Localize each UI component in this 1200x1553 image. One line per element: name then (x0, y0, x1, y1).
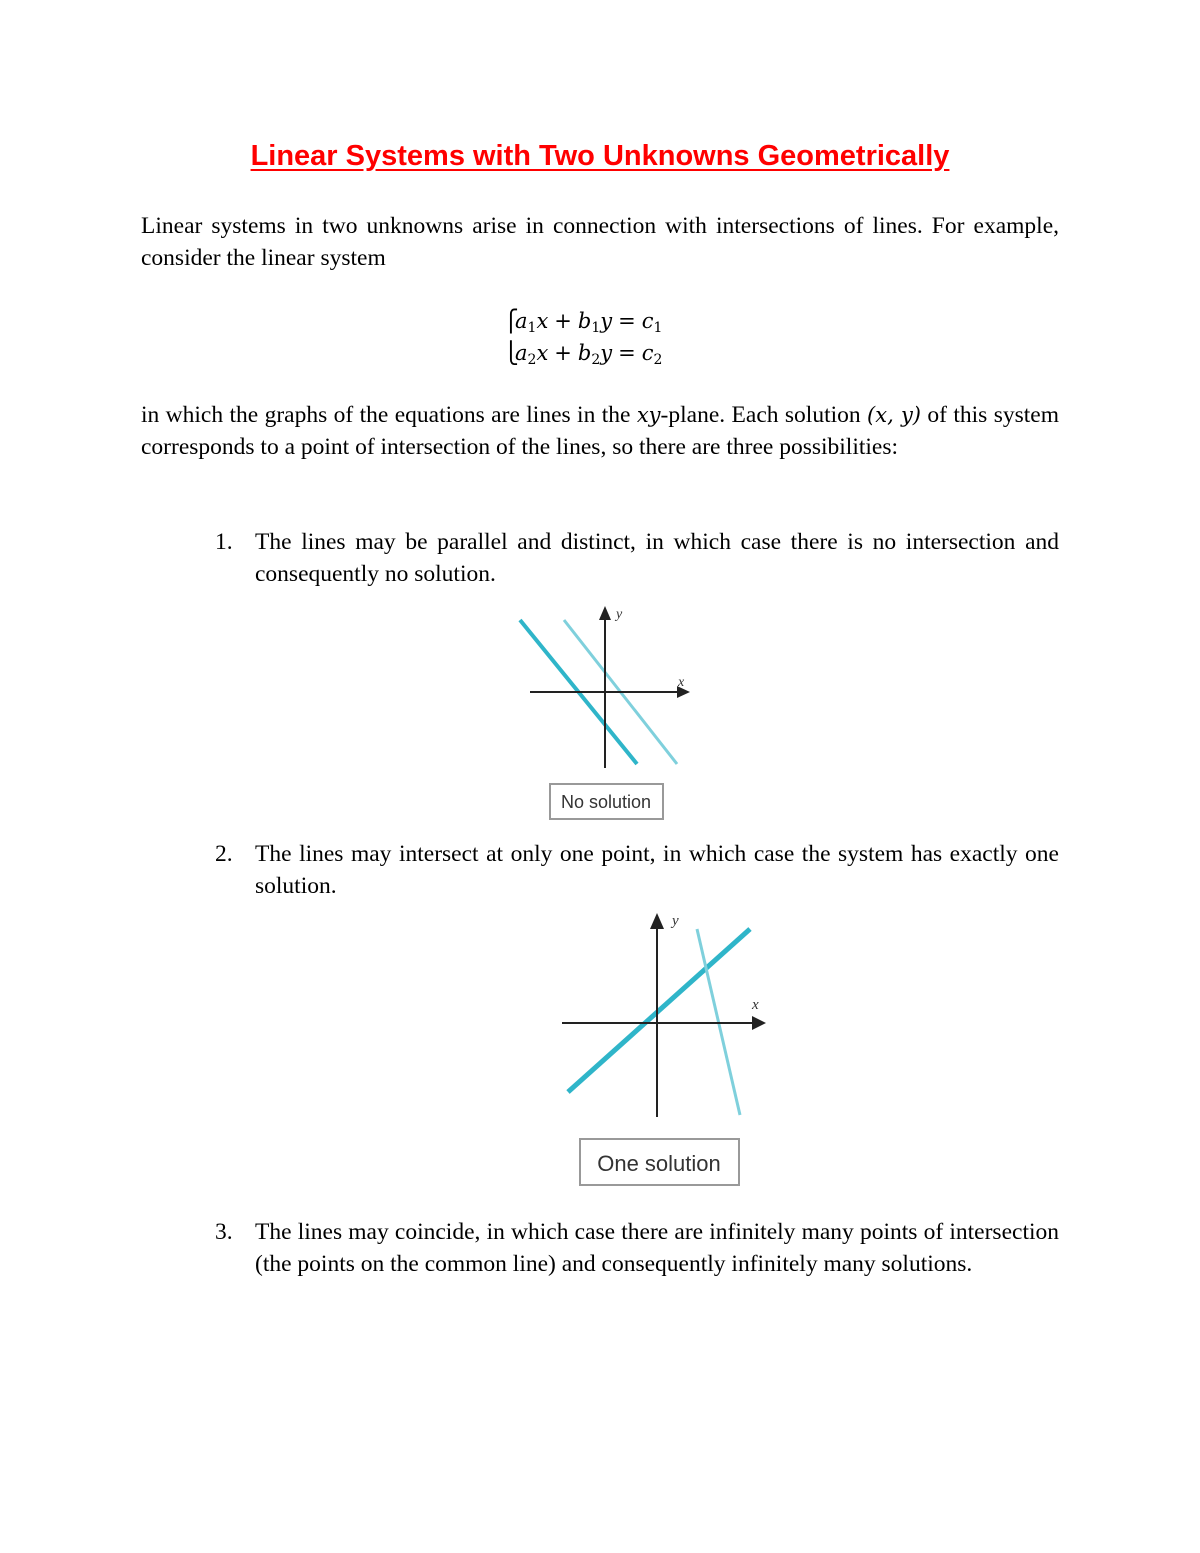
equation-1: $⎧a_1x + b_1y = c_1$ (503, 305, 662, 337)
list-item: 3. The lines may coincide, in which case there are infinitely many points of intersection (the points on the common line) and consequently infinitely many solutions. (215, 1219, 1059, 1277)
one-solution-figure (550, 905, 790, 1205)
caption-no-solution: No solution (560, 792, 652, 812)
page-title: Linear Systems with Two Unknowns Geometrically (250, 140, 950, 172)
brace-bottom-icon: ⎩ (503, 341, 519, 365)
explanation-paragraph: in which the graphs of the equations are lines in the xy-plane. Each solution (x, y) of this system corresponds to a point of intersection of the lines, so there are three possibilities: (141, 402, 1059, 460)
y-arrow-icon (599, 606, 611, 620)
list-item: 2. The lines may intersect at only one point, in which case the system has exactly one solution. (215, 841, 1059, 899)
linear-system (503, 305, 662, 369)
equation-2: $⎩a_2x + b_2y = c_2$ (503, 337, 662, 369)
no-solution-figure (500, 600, 700, 840)
line-1 (568, 929, 750, 1092)
y-arrow-icon (650, 913, 664, 929)
x-axis-label: x (678, 675, 685, 690)
x-axis-label: x (752, 997, 759, 1013)
brace-top-icon: ⎧ (503, 309, 519, 333)
y-axis-label: y (616, 607, 623, 622)
intro-paragraph: Linear systems in two unknowns arise in connection with intersections of lines. For example, consider the linear system (141, 213, 1059, 271)
y-axis-label: y (672, 913, 679, 929)
caption-one-solution: One solution (597, 1151, 721, 1176)
list-item: 1. The lines may be parallel and distinct, in which case there is no intersection and consequently no solution. (215, 529, 1059, 587)
x-arrow-icon (752, 1016, 766, 1030)
